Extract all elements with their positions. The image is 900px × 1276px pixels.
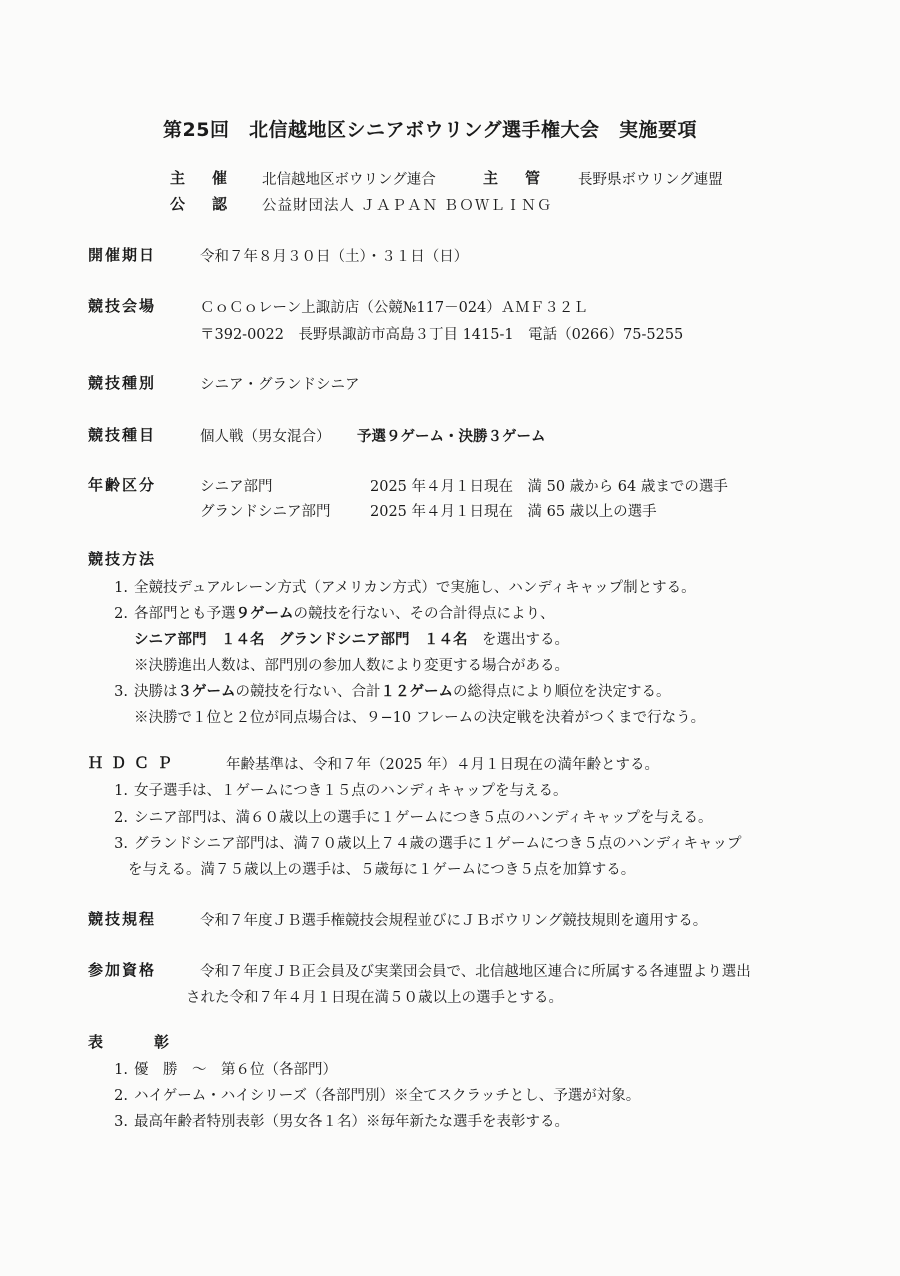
hdcp-item-2 xyxy=(100,806,713,827)
events-label: 競技種目 xyxy=(88,426,157,444)
list-number: 1. xyxy=(114,1062,128,1078)
awards-item xyxy=(100,1110,569,1131)
awards-item-text: ハイゲーム・ハイシリーズ（各部門別）※全てスクラッチとし、予選が対象。 xyxy=(134,1088,641,1104)
dates-label: 開催期日 xyxy=(88,246,157,264)
events-value-a: 個人戦（男女混合） xyxy=(200,429,331,445)
hdcp-item-3-continued: を与える。満７５歳以上の選手は、５歳毎に１ゲームにつき５点を加算する。 xyxy=(128,862,636,878)
method-item-3-text-d: １２ゲーム xyxy=(380,684,453,700)
manager-label: 主 管 xyxy=(483,169,547,187)
method-item-2-text-b: ９ゲーム xyxy=(235,606,294,622)
hdcp-label: ＨＤＣＰ xyxy=(88,754,181,772)
method-selection xyxy=(134,628,569,649)
rules-value: 令和７年度ＪＢ選手権競技会規程並びにＪＢボウリング競技規則を適用する。 xyxy=(200,913,708,929)
document-title: 第25回 北信越地区シニアボウリング選手権大会 実施要項 xyxy=(163,119,698,141)
method-item-3-text-a: 決勝は xyxy=(134,684,178,700)
host-label: 主 催 xyxy=(170,169,234,187)
hdcp-item-2-text: シニア部門は、満６０歳以上の選手に１ゲームにつき５点のハンディキャップを与える。 xyxy=(134,810,713,826)
venue-line2: 〒392-0022 長野県諏訪市高島３丁目 1415-1 電話（0266）75-5255 xyxy=(200,327,684,343)
awards-item-text: 最高年齢者特別表彰（男女各１名）※毎年新たな選手を表彰する。 xyxy=(134,1114,569,1130)
venue-label: 競技会場 xyxy=(88,297,157,315)
method-item-3-text-b: ３ゲーム xyxy=(177,684,236,700)
approval-value: 公益財団法人 ＪＡＰＡＮ ＢＯＷＬＩＮＧ xyxy=(262,198,553,214)
eligibility-line2: された令和７年４月１日現在満５０歳以上の選手とする。 xyxy=(186,990,563,1006)
method-label: 競技方法 xyxy=(88,550,157,568)
list-number: 3. xyxy=(114,684,128,700)
list-number: 2. xyxy=(114,810,128,826)
eligibility-label: 参加資格 xyxy=(88,961,157,979)
rules-label: 競技規程 xyxy=(88,910,157,928)
age-label: 年齢区分 xyxy=(88,476,157,494)
selection-counts: シニア部門 １４名 グランドシニア部門 １４名 xyxy=(134,632,468,648)
host-value: 北信越地区ボウリング連合 xyxy=(262,172,436,188)
list-number: 2. xyxy=(114,606,128,622)
method-item-3-note: ※決勝で１位と２位が同点場合は、９−10 フレームの決定戦を決着がつくまで行なう。 xyxy=(134,710,706,726)
method-item-3-text-c: の競技を行ない、合計 xyxy=(235,684,381,700)
approval-label: 公 認 xyxy=(170,195,234,213)
age-division: グランドシニア部門 xyxy=(200,504,331,520)
hdcp-item-1 xyxy=(100,779,568,800)
list-number: 1. xyxy=(114,783,128,799)
list-number: 2. xyxy=(114,1088,128,1104)
category-label: 競技種別 xyxy=(88,374,157,392)
awards-item xyxy=(100,1084,640,1105)
awards-label: 表 彰 xyxy=(88,1033,188,1051)
awards-item xyxy=(100,1058,337,1079)
hdcp-item-1-text: 女子選手は、１ゲームにつき１５点のハンディキャップを与える。 xyxy=(134,783,568,799)
eligibility-line1: 令和７年度ＪＢ正会員及び実業団会員で、北信越地区連合に所属する各連盟より選出 xyxy=(200,964,751,980)
list-number: 1. xyxy=(114,580,128,596)
method-item-1-text: 全競技デュアルレーン方式（アメリカン方式）で実施し、ハンディキャップ制とする。 xyxy=(134,580,696,596)
age-rule: 2025 年４月１日現在 満 50 歳から 64 歳までの選手 xyxy=(370,479,728,495)
list-number: 3. xyxy=(114,836,128,852)
venue-line1: ＣｏＣｏレーン上諏訪店（公競№117－024）ＡＭＦ３２Ｌ xyxy=(200,300,588,316)
method-item-1 xyxy=(100,576,696,597)
manager-value: 長野県ボウリング連盟 xyxy=(578,172,723,188)
age-division: シニア部門 xyxy=(200,479,273,495)
method-item-2-text-c: の競技を行ない、その合計得点により、 xyxy=(293,606,555,622)
hdcp-item-3-text-a: グランドシニア部門は、満７０歳以上７４歳の選手に１ゲームにつき５点のハンディキャップ xyxy=(134,836,742,852)
age-rule: 2025 年４月１日現在 満 65 歳以上の選手 xyxy=(370,504,657,520)
category-value: シニア・グランドシニア xyxy=(200,377,360,393)
selection-text: を選出する。 xyxy=(482,632,569,648)
hdcp-intro: 年齢基準は、令和７年（2025 年）４月１日現在の満年齢とする。 xyxy=(226,757,660,773)
method-item-2-text-a: 各部門とも予選 xyxy=(134,606,236,622)
hdcp-item-3 xyxy=(100,832,742,853)
method-item-2 xyxy=(100,602,555,623)
method-item-2-note: ※決勝進出人数は、部門別の参加人数により変更する場合がある。 xyxy=(134,658,569,674)
dates-value: 令和７年８月３０日（土）・３１日（日） xyxy=(200,249,469,265)
list-number: 3. xyxy=(114,1114,128,1130)
awards-item-text: 優 勝 ～ 第６位（各部門） xyxy=(134,1062,337,1078)
method-item-3-text-e: の総得点により順位を決定する。 xyxy=(453,684,671,700)
events-value-b: 予選９ゲーム・決勝３ゲーム xyxy=(357,429,546,445)
method-item-3 xyxy=(100,680,671,701)
